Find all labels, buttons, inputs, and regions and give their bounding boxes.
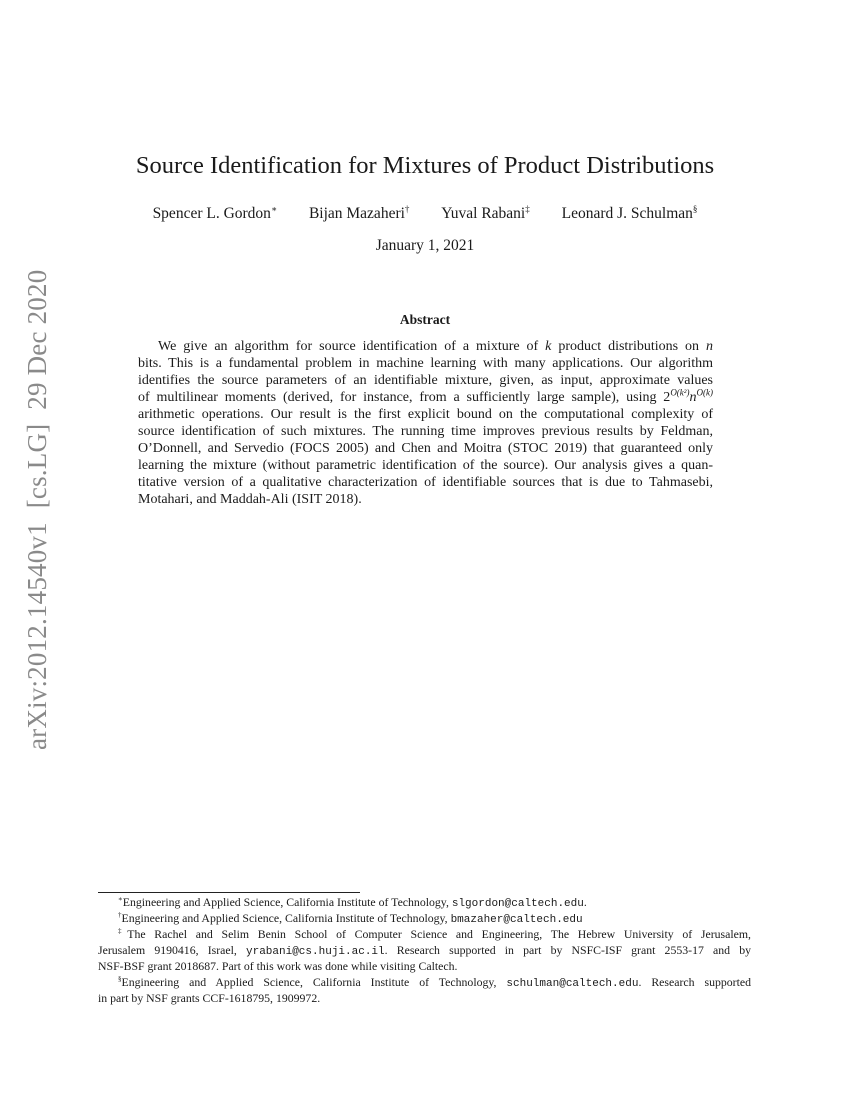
author-list [0,204,850,223]
footnote-3-line: NSF-BSF grant 2018687. Part of this work was done while visiting Caltech. [98,959,458,973]
paper-date: January 1, 2021 [375,237,475,254]
author [441,205,529,222]
abstract-line: Motahari, and Maddah-Ali (ISIT 2018). [138,492,362,507]
abstract-line: arithmetic operations. Our result is the first explicit bound on the computational complexity of [138,407,713,422]
abstract-line [138,338,713,355]
footnote-4-line: in part by NSF grants CCF-1618795, 1909972. [98,991,321,1005]
footnote-2 [98,910,751,926]
author-name: Yuval Rabani [441,205,526,223]
footnotes [98,894,751,1006]
email: slgordon@caltech.edu [451,898,584,910]
author-name: Bijan Mazaheri [308,205,405,223]
text: We give an algorithm for source identification of a mixture of [158,339,546,354]
abstract-line: O’Donnell, and Servedio (FOCS 2005) and Chen and Moitra (STOC 2019) that guaranteed only [138,441,713,456]
text: Engineering and Applied Science, California Institute of Technology, [121,911,451,925]
footnote-mark: ‡ [118,927,128,936]
text: The Rachel and Selim Benin School of Computer Science and Engineering, The Hebrew University of Jerusalem, [127,927,751,941]
text: . Research supported [638,975,751,989]
email: schulman@caltech.edu [506,978,639,990]
footnote-3-line [98,942,751,958]
footnote-mark: ∗ [118,895,123,904]
text: Jerusalem 9190416, Israel, [98,943,246,957]
footnote-mark: † [118,911,122,920]
email: yrabani@cs.huji.ac.il [246,946,385,958]
author-name: Leonard J. Schulman [561,205,693,223]
footnote-4 [98,974,751,990]
math-n: n [706,339,713,354]
footnote-mark: ∗ [270,204,278,214]
footnote-3 [98,926,751,942]
text: . [583,895,587,909]
author [309,205,409,222]
author [562,205,698,222]
author-name: Spencer L. Gordon [152,205,271,223]
text: Engineering and Applied Science, California Institute of Technology, [121,975,507,989]
abstract-line [138,389,713,406]
abstract-line: source identification of such mixtures. The running time improves previous results by Feldman, [138,424,713,439]
math-exponent: O(k²) [670,387,690,398]
text: Engineering and Applied Science, California Institute of Technology, [122,895,452,909]
text: of multilinear moments (derived, for instance, from a sufficiently large sample), using 2 [138,390,671,405]
abstract-body [138,338,713,508]
footnote-mark: § [118,975,122,984]
arxiv-stamp: arXiv:2012.14540v1 [cs.LG] 29 Dec 2020 [22,269,52,750]
footnote-mark: § [692,204,698,214]
abstract-heading: Abstract [399,312,451,327]
text: . Research supported in part by NSFC-ISF grant 2553-17 and by [384,943,751,957]
footnote-mark: ‡ [525,204,530,214]
math-exponent: O(k) [696,387,713,398]
abstract-line: titative version of a qualitative characterization of identifiable sources that is due to Tahmasebi, [138,475,713,490]
footnote-rule [98,892,360,893]
abstract-line: identifies the source parameters of an identifiable mixture, given, as input, approximate values [138,373,713,388]
footnote-1 [98,894,751,910]
text: product distributions on [551,339,706,354]
author [153,205,278,222]
abstract-line: bits. This is a fundamental problem in machine learning with many applications. Our algorithm [138,356,713,371]
math-k: k [545,339,552,354]
abstract-line: learning the mixture (without parametric identification of the source). Our analysis gives a quan- [138,458,713,473]
math-n: n [689,390,697,405]
paper-title: Source Identification for Mixtures of Product Distributions [135,152,715,179]
footnote-mark: † [404,204,410,214]
email: bmazaher@caltech.edu [450,914,583,926]
